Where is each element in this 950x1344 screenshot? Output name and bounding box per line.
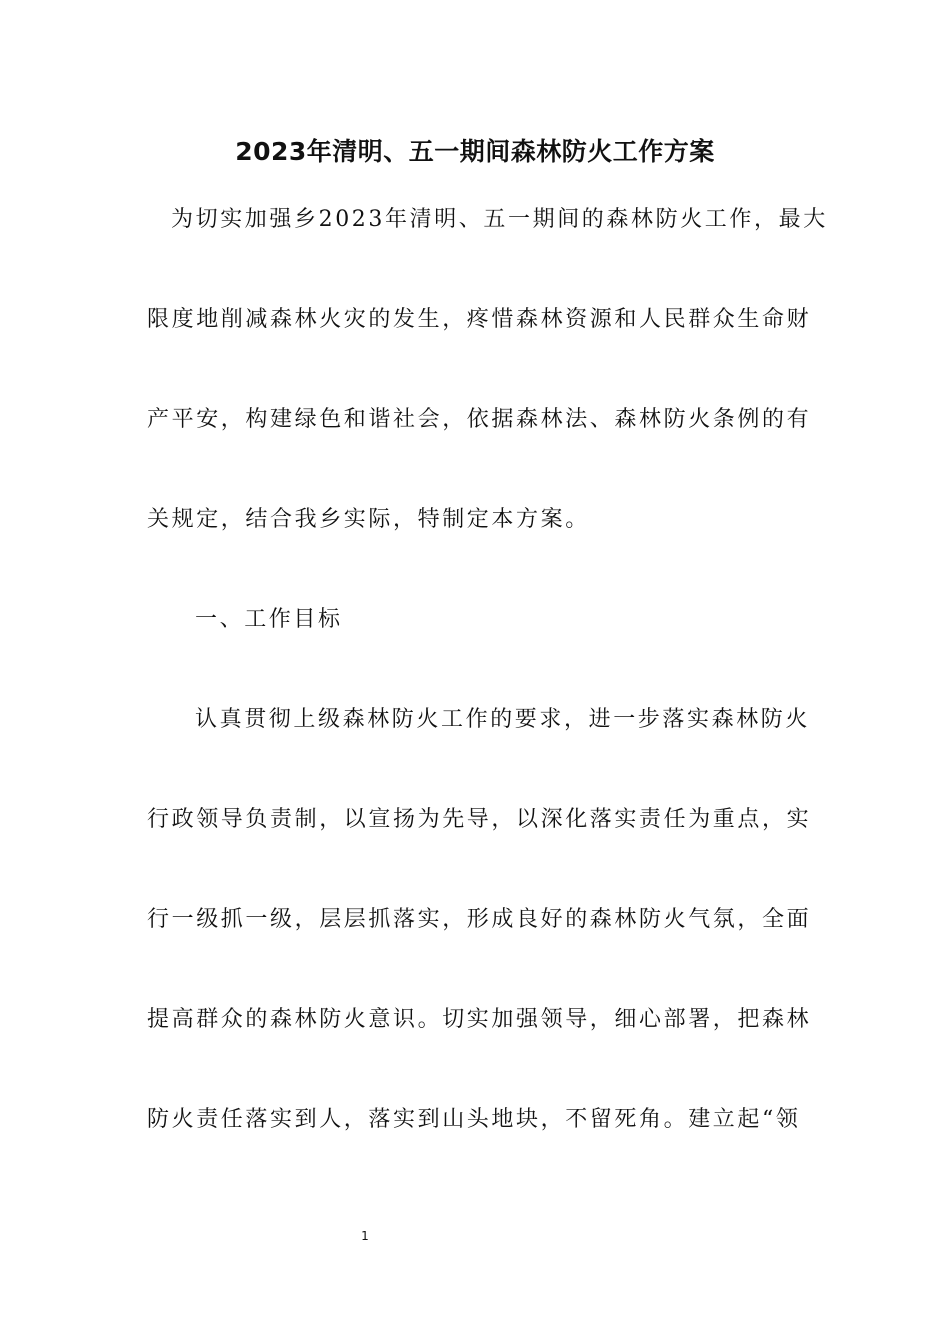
paragraph-line: 防火责任落实到人，落实到山头地块，不留死角。建立起“领 [147, 1107, 801, 1132]
paragraph-line: 行一级抓一级，层层抓落实，形成良好的森林防火气氛，全面 [147, 907, 812, 932]
paragraph-line: 提高群众的森林防火意识。切实加强领导，细心部署，把森林 [147, 1007, 812, 1032]
paragraph-line: 关规定，结合我乡实际，特制定本方案。 [147, 507, 590, 532]
paragraph-line: 行政领导负责制，以宣扬为先导，以深化落实责任为重点，实 [147, 807, 812, 832]
paragraph-line: 限度地削减森林火灾的发生，疼惜森林资源和人民群众生命财 [147, 307, 812, 332]
paragraph-line: 产平安，构建绿色和谐社会，依据森林法、森林防火条例的有 [147, 407, 812, 432]
paragraph-line: 为切实加强乡2023年清明、五一期间的森林防火工作，最大 [171, 207, 828, 232]
section-heading: 一、工作目标 [195, 607, 343, 632]
document-title: 2023年清明、五一期间森林防火工作方案 [235, 137, 715, 166]
page-number: 1 [361, 1229, 369, 1243]
paragraph-line: 认真贯彻上级森林防火工作的要求，进一步落实森林防火 [195, 707, 811, 732]
